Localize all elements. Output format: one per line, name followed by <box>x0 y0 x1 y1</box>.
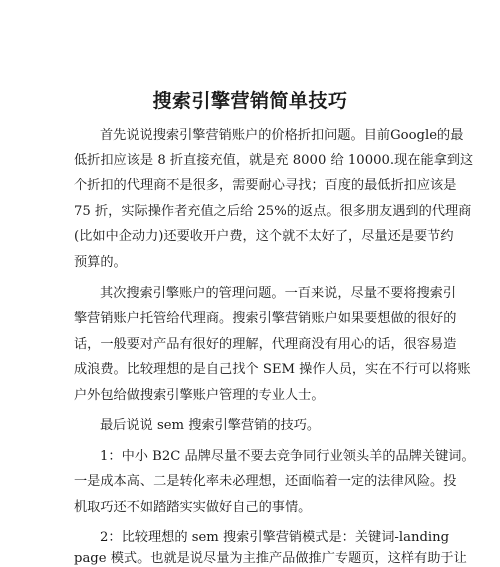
paragraph-1-line-5: (比如中企动力)还要收开户费，这个就不太好了，尽量还是要节约 <box>74 229 454 244</box>
paragraph-4-line-1: 1：中小 B2C 品牌尽量不要去竞争同行业领头羊的品牌关键词。 <box>100 449 475 464</box>
paragraph-2-line-2: 擎营销账户托管给代理商。搜索引擎营销账户如果要想做的很好的 <box>74 311 457 326</box>
paragraph-1-line-4: 75 折，实际操作者充值之后给 25%的返点。很多朋友遇到的代理商 <box>74 204 472 219</box>
paragraph-2-line-1: 其次搜索引擎账户的管理问题。一百来说，尽量不要将搜索引 <box>100 286 457 301</box>
paragraph-5-line-1: 2：比较理想的 sem 搜索引擎营销模式是：关键词-landing <box>100 530 450 545</box>
paragraph-2-line-4: 成浪费。比较理想的是自己找个 SEM 操作人员，实在不行可以将账 <box>74 362 471 377</box>
document-title: 搜索引擎营销简单技巧 <box>152 90 348 112</box>
paragraph-2-line-3: 话，一般要对产品有很好的理解，代理商没有用心的话，很容易造 <box>74 337 457 352</box>
paragraph-2-line-5: 户外包给做搜索引擎账户管理的专业人士。 <box>74 388 325 403</box>
paragraph-1-line-6: 预算的。 <box>74 255 127 270</box>
paragraph-1-line-2: 低折扣应该是 8 折直接充值，就是充 8000 给 10000.现在能拿到这 <box>74 153 474 168</box>
paragraph-4-line-3: 机取巧还不如踏踏实实做好自己的事情。 <box>74 500 312 515</box>
paragraph-1-line-3: 个折扣的代理商不是很多，需要耐心寻找；百度的最低折扣应该是 <box>74 178 457 193</box>
paragraph-1-line-1: 首先说说搜索引擎营销账户的价格折扣问题。目前Google的最 <box>100 128 464 143</box>
paragraph-5-line-2: page 模式。也就是说尽量为主推产品做推广专题页，这样有助于让 <box>74 551 467 566</box>
paragraph-3-line-1: 最后说说 sem 搜索引擎营销的技巧。 <box>100 418 321 433</box>
paragraph-4-line-2: 一是成本高、二是转化率未必理想，还面临着一定的法律风险。投 <box>74 474 457 489</box>
